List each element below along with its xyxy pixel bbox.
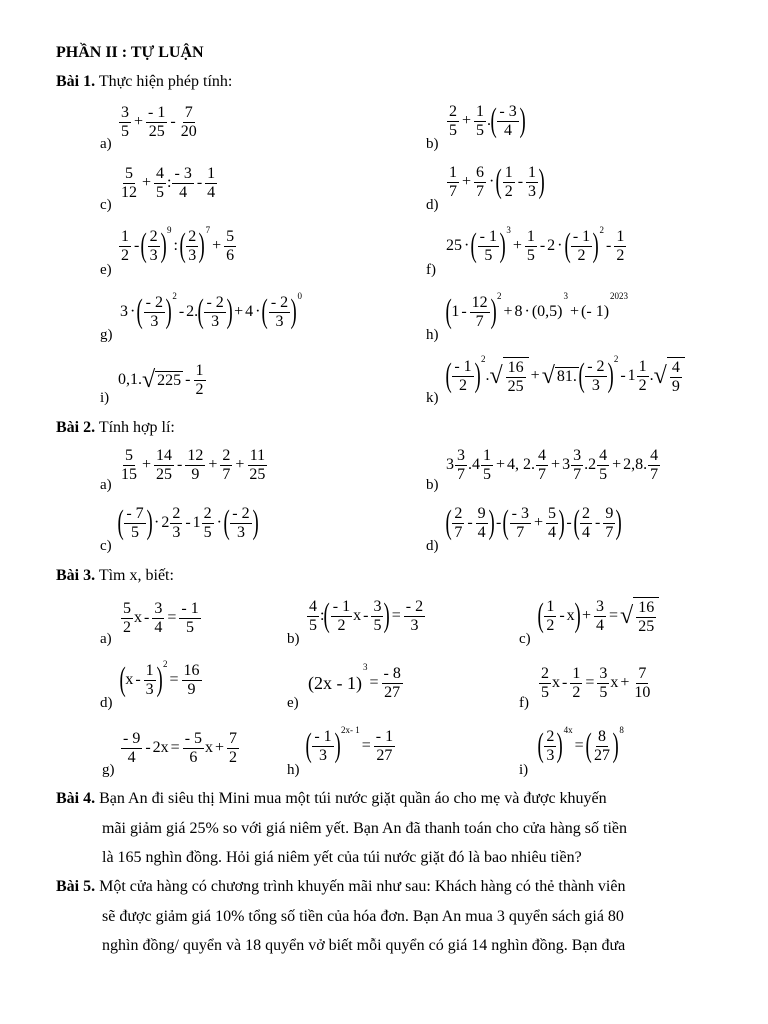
expr-3d: ( x - $\frac{1}{3}$ ) 2 = $\frac{16}{9}$ [119,659,200,699]
exercise-5 [56,872,716,961]
label-1b: b) [426,136,439,152]
label-3i: i) [519,762,529,778]
expr-1k: ( $\frac{- 1}{2}$ ) 2 . √ $\frac{16}{25}$ + √ 81. ( $\frac{- 2}{3}$ ) 2 - 1 $\frac{1}{2}$ . √ $\frac{4}{9}$ [446,357,685,395]
expr-3a: $\frac{5}{2}$ x - $\frac{3}{4}$ = $\frac{- 1}{5}$ [123,600,199,636]
exercise-4-line-2: mãi giảm giá 25% so với giá niêm yết. Bạn An đã thanh toán cho cửa hàng số tiền [102,819,628,837]
exercise-1-label: Bài 1. [56,73,96,90]
label-3h: h) [287,762,300,778]
expr-1b: $\frac{2}{5}$ + $\frac{1}{5}$ . ( $\frac{- 3}{4}$ ) [449,102,526,140]
exercise-5-label: Bài 5. [56,878,96,895]
exercise-5-line-2: sẽ được giảm giá 10% tổng số tiền của hóa đơn. Bạn An mua 3 quyển sách giá 80 [102,907,624,925]
expr-1e: $\frac{1}{2}$ - ( $\frac{2}{3}$ ) 9 : ( $\frac{2}{3}$ ) 7 + $\frac{5}{6}$ [121,225,235,265]
exercise-1-text: Thực hiện phép tính: [95,73,233,90]
label-2b: b) [426,477,439,493]
exercise-3-text: Tìm x, biết: [95,567,174,584]
expr-2d: ( $\frac{2}{7}$ - $\frac{9}{4}$ ) - ( $\frac{- 3}{7}$ + $\frac{5}{4}$ ) - ( $\frac{2}{4}$ - $\frac{9}{7}$ ) [445,504,623,542]
expr-3b: $\frac{4}{5}$ : ( $\frac{- 1}{2}$ x - $\frac{3}{5}$ ) = $\frac{- 2}{3}$ [309,597,424,635]
label-1i: i) [100,390,110,406]
label-3a: a) [100,631,112,647]
label-3f: f) [519,695,529,711]
exercise-3-heading [56,567,174,585]
expr-2b: 3 $\frac{3}{7}$ .4 $\frac{1}{5}$ + 4, 2. $\frac{4}{7}$ + 3 $\frac{3}{7}$ .2 $\frac{4}{5}$ + 2,8. $\frac{4}{7}$ [446,447,659,483]
label-1c: c) [100,197,112,213]
exercise-5-line-1: Bài 5. Một cửa hàng có chương trình khuyến mãi như sau: Khách hàng có thẻ thành viên [56,878,626,895]
exercise-4 [56,784,716,873]
label-2d: d) [426,538,439,554]
expr-2c: ( $\frac{- 7}{5}$ ) · 2 $\frac{2}{3}$ - 1 $\frac{2}{5}$ · ( $\frac{- 2}{3}$ ) [117,504,259,542]
label-1f: f) [426,262,436,278]
section-title: PHẦN II : TỰ LUẬN [56,44,204,61]
label-1g: g) [100,327,113,343]
expr-1d: $\frac{1}{7}$ + $\frac{6}{7}$ · ( $\frac{1}{2}$ - $\frac{1}{3}$ ) [449,163,545,201]
expr-1g: 3 · ( $\frac{- 2}{3}$ ) 2 - 2. ( $\frac{- 2}{3}$ ) + 4 · ( $\frac{- 2}{3}$ ) 0 [120,291,302,331]
expr-1c: $\frac{5}{12}$ + $\frac{4}{5}$ : $\frac{- 3}{4}$ - $\frac{1}{4}$ [121,165,216,201]
label-2c: c) [100,538,112,554]
exercise-4-line-1: Bài 4. Bạn An đi siêu thị Mini mua một túi nước giặt quần áo cho mẹ và được khuyến [56,790,607,807]
exercise-4-line-3: là 165 nghìn đồng. Hỏi giá niêm yết của túi nước giặt đó là bao nhiêu tiền? [102,849,582,866]
exercise-1-heading [56,73,232,91]
label-1d: d) [426,197,439,213]
expr-3f: $\frac{2}{5}$ x - $\frac{1}{2}$ = $\frac{3}{5}$ x + $\frac{7}{10}$ [541,665,651,701]
exercise-2-text: Tính hợp lí: [95,419,175,436]
label-1e: e) [100,262,112,278]
expr-1a: $\frac{3}{5}$ + $\frac{- 1}{25}$ - $\frac{7}{20}$ [121,104,197,140]
expr-3c: ( $\frac{1}{2}$ - x ) + $\frac{3}{4}$ = √ $\frac{16}{25}$ [538,597,659,635]
exercise-5-line-3: nghìn đồng/ quyển và 18 quyển vở biết mỗi quyển có giá 14 nghìn đồng. Bạn đưa [102,937,626,954]
label-3c: c) [519,631,531,647]
label-3d: d) [100,695,113,711]
expr-2a: $\frac{5}{15}$ + $\frac{14}{25}$ - $\frac{12}{9}$ + $\frac{2}{7}$ + $\frac{11}{25}$ [121,447,266,483]
label-1a: a) [100,136,112,152]
exercise-2-heading [56,419,175,437]
label-3e: e) [287,695,299,711]
expr-3h: ( $\frac{- 1}{3}$ ) 2x- 1 = $\frac{- 1}{27}$ [305,725,394,765]
label-3b: b) [287,631,300,647]
label-1h: h) [426,327,439,343]
label-1k: k) [426,390,439,406]
expr-3e: (2x - 1) 3 = $\frac{- 8}{27}$ [308,662,401,701]
expr-1i: 0,1. √ 225 - $\frac{1}{2}$ [118,362,204,398]
expr-1h: ( 1 - $\frac{12}{7}$ ) 2 + 8 · (0,5) 3 + (- 1) 2023 [445,291,629,331]
exercise-2-label: Bài 2. [56,419,96,436]
exercise-3-label: Bài 3. [56,567,96,584]
exercise-4-label: Bài 4. [56,790,96,807]
expr-3g: $\frac{- 9}{4}$ - 2x = $\frac{- 5}{6}$ x + $\frac{7}{2}$ [123,730,238,766]
expr-3i: ( $\frac{2}{3}$ ) 4x = ( $\frac{8}{27}$ ) 8 [537,725,624,765]
expr-1f: 25 · ( $\frac{- 1}{5}$ ) 3 + $\frac{1}{5}$ - 2 · ( $\frac{- 1}{2}$ ) 2 - $\frac{1}{2}$ [446,225,625,265]
label-3g: g) [102,762,115,778]
label-2a: a) [100,477,112,493]
